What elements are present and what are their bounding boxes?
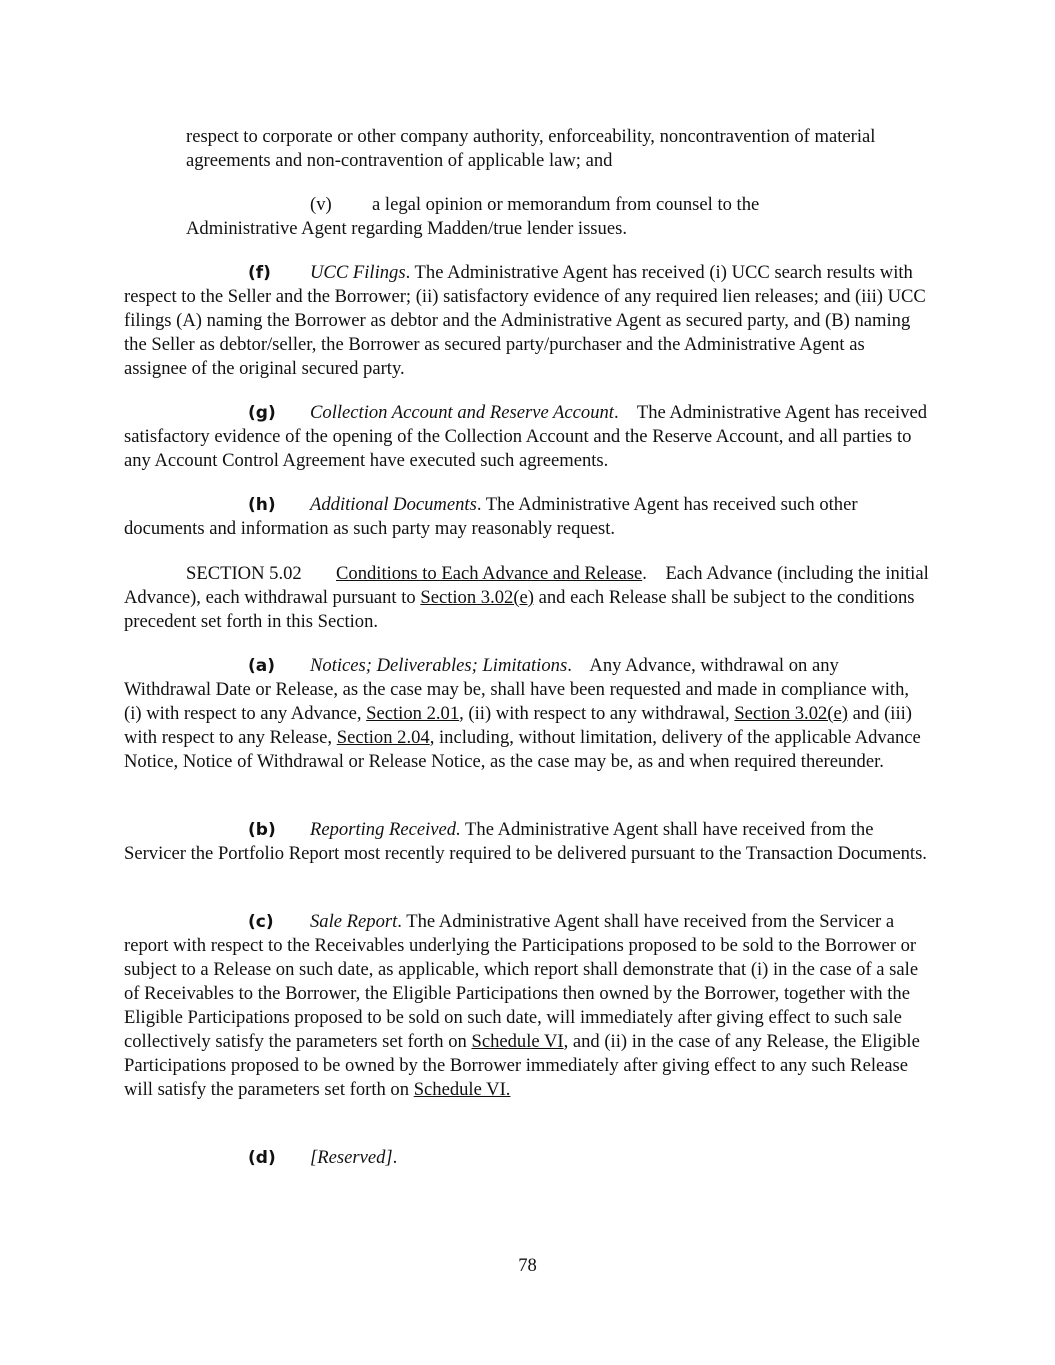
item-g-marker: (g) [248, 403, 276, 423]
item-v-text-line2: Administrative Agent regarding Madden/true lender issues. [186, 218, 627, 239]
continuation-text: respect to corporate or other company authority, enforceability, noncontravention of material agreements and non-contravention of applicable law; and [186, 126, 876, 171]
item-d-marker: (d) [248, 1148, 276, 1168]
continuation-paragraph [186, 125, 930, 173]
section-502-number: SECTION 5.02 [186, 563, 302, 584]
item-a-ref1: Section 2.01 [366, 703, 460, 724]
item-c-heading: Sale Report [310, 911, 398, 932]
item-h-paragraph [124, 493, 930, 541]
section-502-text2: and each Release shall be subject to the conditions precedent set forth in this Section. [124, 587, 915, 632]
item-g-text: . The Administrative Agent has received satisfactory evidence of the opening of the Collection Account and the Reserve Account, and all parties to any Account Control Agreement have executed such agreements. [124, 402, 932, 471]
item-a-text1: . Any Advance, withdrawal on any Withdrawal Date or Release, as the case may be, shall have been requested and made in compliance with, (i) with respect to any Advance, [124, 655, 914, 724]
item-c-text2: , and (ii) in the case of any Release, the Eligible Participations proposed to be owned by the Borrower immediately after giving effect to any such Release will satisfy the parameters set forth on [124, 1031, 920, 1100]
item-a-heading: Notices; Deliverables; Limitations [310, 655, 568, 676]
item-c-text1: . The Administrative Agent shall have received from the Servicer a report with respect to the Receivables underlying the Participations proposed to be sold to the Borrower or subject to a Release on such date, as applicable, which report shall demonstrate that (i) in the case of a sale of Receivables to the Borrower, the Eligible Participations then owned by the Borrower, together with the Eligible Participations proposed to be sold on such date, will immediately after giving effect to such sale collectively satisfy the parameters set forth on [124, 911, 919, 1052]
section-502-ref1: Section 3.02(e) [420, 587, 534, 608]
item-v-text-line1: a legal opinion or memorandum from counsel to the [372, 194, 760, 215]
item-v-paragraph [186, 193, 930, 241]
section-502-paragraph [124, 562, 933, 634]
item-a-paragraph [124, 654, 930, 774]
item-a-text4: , including, without limitation, delivery of the applicable Advance Notice, Notice of Withdrawal or Release Notice, as the case may be, as and when required thereunder. [124, 727, 921, 772]
item-c-ref2: Schedule VI. [413, 1079, 511, 1100]
item-b-marker: (b) [248, 820, 276, 840]
item-a-ref3: Section 2.04 [336, 727, 430, 748]
page-number: 78 [518, 1255, 537, 1276]
item-d-heading: [Reserved] [310, 1147, 393, 1168]
item-f-paragraph [124, 261, 930, 381]
item-a-ref2: Section 3.02(e) [734, 703, 848, 724]
item-c-ref1: Schedule VI [471, 1031, 564, 1052]
item-f-marker: (f) [248, 263, 271, 283]
item-b-text: The Administrative Agent shall have received from the Servicer the Portfolio Report most recently required to be delivered pursuant to the Transaction Documents. [124, 819, 927, 864]
item-h-text: . The Administrative Agent has received such other documents and information as such party may reasonably request. [124, 494, 858, 539]
item-a-marker: (a) [248, 656, 276, 676]
item-h-marker: (h) [248, 495, 276, 515]
item-h-heading: Additional Documents [310, 494, 477, 515]
item-b-paragraph [124, 818, 930, 866]
section-502-title: Conditions to Each Advance and Release [336, 563, 643, 584]
item-d-text: . [392, 1147, 398, 1168]
item-g-paragraph [124, 401, 930, 473]
item-d-paragraph [124, 1146, 930, 1170]
item-v-marker: (v) [310, 194, 332, 215]
item-g-heading: Collection Account and Reserve Account [310, 402, 614, 423]
item-c-paragraph [124, 910, 930, 1102]
item-a-text3: and (iii) with respect to any Release, [124, 703, 912, 748]
item-c-marker: (c) [248, 912, 274, 932]
item-a-text2: , (ii) with respect to any withdrawal, [459, 703, 735, 724]
item-b-heading: Reporting Received. [310, 819, 461, 840]
item-f-heading: UCC Filings [310, 262, 406, 283]
section-502-text1: . Each Advance (including the initial Advance), each withdrawal pursuant to [124, 563, 933, 608]
item-f-text: . The Administrative Agent has received (i) UCC search results with respect to the Seller and the Borrower; (ii) satisfactory evidence of any required lien releases; and (iii) UCC filings (A) naming the Borrower as debtor and the Administrative Agent as secured party, and (B) naming the Seller as debtor/seller, the Borrower as secured party/purchaser and the Administrative Agent as assignee of the original secured party. [124, 262, 926, 379]
